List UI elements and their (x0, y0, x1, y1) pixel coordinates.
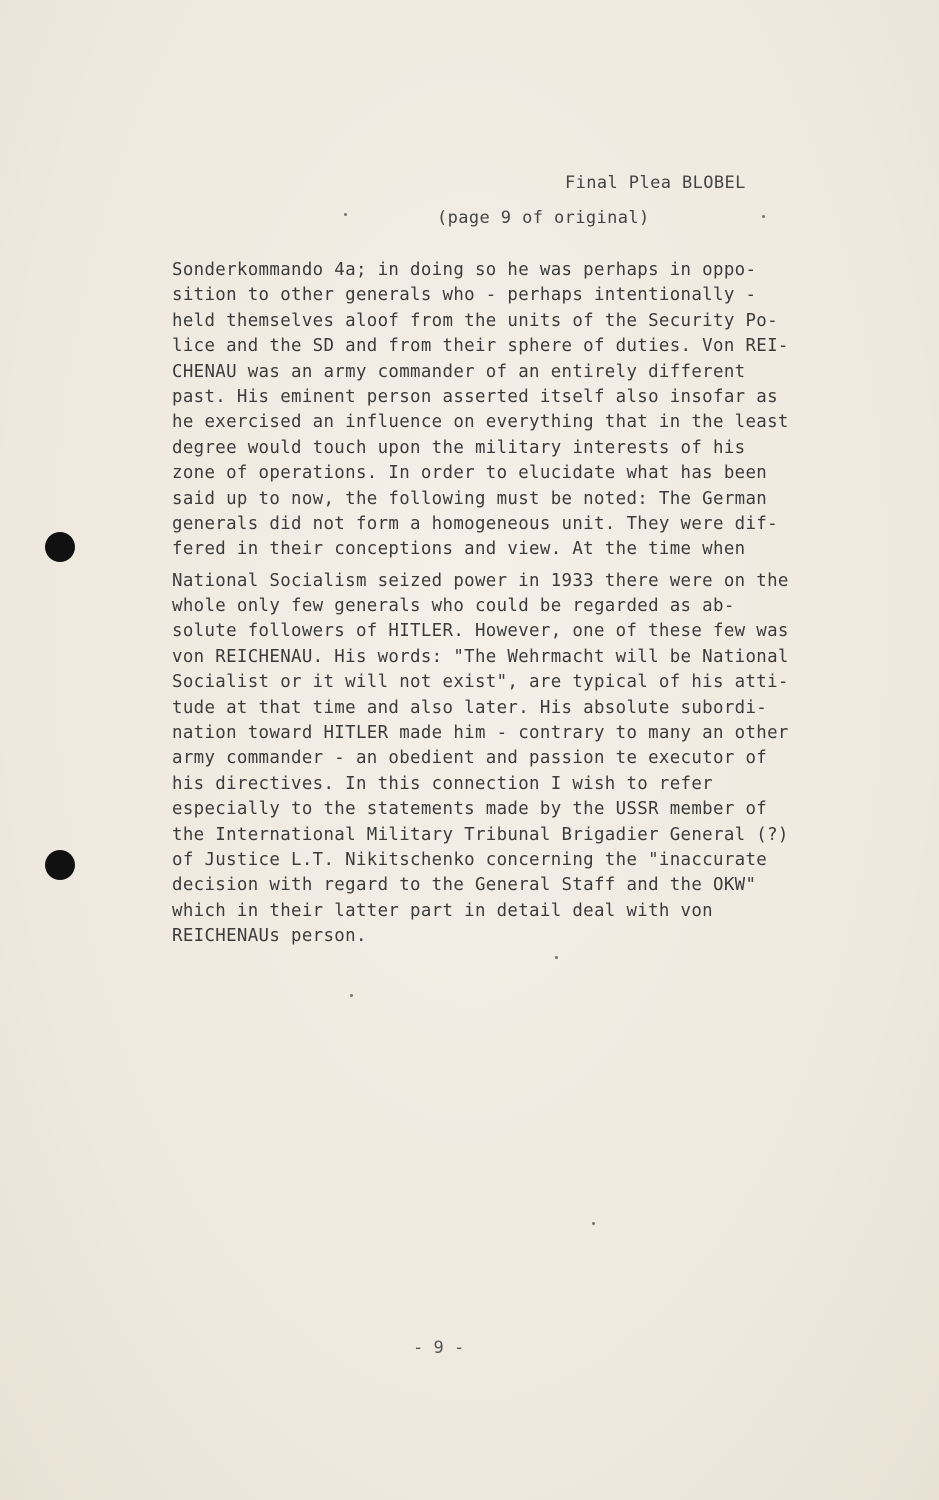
body-line: sition to other generals who - perhaps intentionally - (172, 285, 757, 306)
punch-hole (45, 532, 75, 562)
body-line: especially to the statements made by the USSR member of (172, 799, 768, 820)
body-line: lice and the SD and from their sphere of duties. Von REI- (172, 336, 789, 357)
body-line: whole only few generals who could be regarded as ab- (172, 596, 735, 617)
body-line: the International Military Tribunal Brigadier General (?) (172, 824, 789, 845)
body-line: CHENAU was an army commander of an entirely different (172, 361, 746, 382)
paper-speck (350, 994, 353, 997)
body-line: National Socialism seized power in 1933 there were on the (172, 570, 789, 591)
document-title: Final Plea BLOBEL (565, 173, 746, 193)
body-line: which in their latter part in detail deal with von (172, 900, 714, 921)
body-line: army commander - an obedient and passion te executor of (172, 748, 768, 769)
body-line: fered in their conceptions and view. At the time when (172, 539, 746, 560)
body-line: zone of operations. In order to elucidate what has been (172, 463, 768, 484)
body-line: tude at that time and also later. His absolute subordi- (172, 697, 768, 718)
body-line: held themselves aloof from the units of the Security Po- (172, 310, 778, 331)
paper-speck (762, 215, 765, 218)
paper-speck (344, 213, 347, 216)
punch-hole (45, 850, 75, 880)
body-line: said up to now, the following must be noted: The German (172, 488, 768, 509)
document-subtitle: (page 9 of original) (437, 208, 650, 228)
body-line: Socialist or it will not exist", are typical of his atti- (172, 672, 789, 693)
paper-speck (592, 1222, 595, 1225)
body-line: past. His eminent person asserted itself also insofar as (172, 386, 778, 407)
body-line: REICHENAUs person. (172, 926, 367, 947)
paper-speck (555, 956, 558, 959)
body-line: he exercised an influence on everything that in the least (172, 412, 789, 433)
body-text (172, 258, 852, 950)
body-line: solute followers of HITLER. However, one of these few was (172, 621, 789, 642)
page-number: - 9 - (413, 1338, 465, 1358)
body-line: degree would touch upon the military interests of his (172, 437, 746, 458)
body-line: his directives. In this connection I wish to refer (172, 773, 714, 794)
body-line: of Justice L.T. Nikitschenko concerning the "inaccurate (172, 849, 768, 870)
body-line: Sonderkommando 4a; in doing so he was perhaps in oppo- (172, 260, 757, 280)
body-line: generals did not form a homogeneous unit. They were dif- (172, 513, 778, 534)
body-line: decision with regard to the General Staff and the OKW" (172, 875, 757, 896)
body-line: von REICHENAU. His words: "The Wehrmacht will be National (172, 646, 789, 667)
body-line: nation toward HITLER made him - contrary to many an other (172, 723, 789, 744)
